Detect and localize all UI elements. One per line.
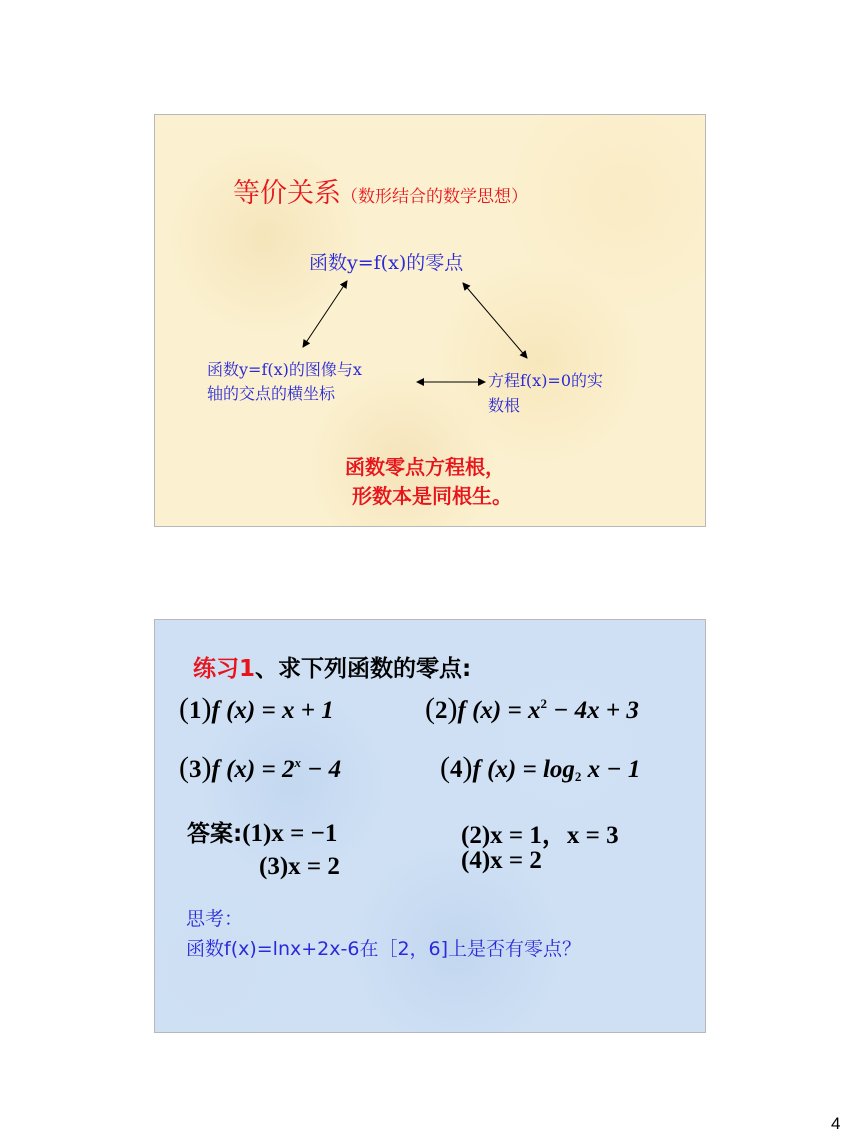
think-label: 思考： [186, 908, 244, 930]
problem-2-rhs: − 4x + 3 [546, 697, 639, 724]
think-block [186, 904, 581, 964]
slide-exercise [154, 619, 706, 1033]
problem-4-rhs: x − 1 [581, 756, 641, 783]
node-left-line2: 轴的交点的横坐标 [207, 384, 336, 403]
exercise-title [193, 650, 471, 683]
arrow-top-left [303, 281, 347, 347]
answer-1-text: (1)x = −1 [242, 820, 338, 847]
node-right-line1: 方程f(x)=0的实 [488, 371, 604, 390]
problem-1-num: 1 [189, 697, 202, 724]
problem-4-lhs: f (x) = log [472, 756, 575, 783]
think-question: 函数f(x)=lnx+2x-6在［2，6]上是否有零点？ [186, 938, 582, 960]
problem-4-sub: 2 [574, 769, 582, 784]
node-left-line1: 函数y=f(x)的图像与x [207, 360, 362, 379]
arrow-top-right [463, 283, 527, 358]
problem-2-lhs: f (x) = x [457, 697, 541, 724]
motto-line1: 函数零点方程根， [345, 455, 505, 479]
node-zero-point: 函数y=f(x)的零点 [309, 252, 464, 274]
motto-line2: 形数本是同根生。 [352, 484, 512, 508]
problem-1: (1)f (x) = x + 1 [179, 692, 334, 725]
problem-4: (4)f $(x) = \log_2 x - 1$ [440, 751, 641, 784]
problem-4-num: 4 [450, 756, 463, 783]
problem-2-num: 2 [435, 697, 448, 724]
slide1-subtitle: （数形结合的数学思想） [341, 187, 528, 207]
page-number: 4 [831, 1114, 841, 1133]
answer-1 [187, 815, 337, 848]
motto [345, 453, 512, 511]
slide1-title-main: 等价关系 [233, 178, 341, 209]
node-right-line2: 数根 [488, 396, 521, 415]
problem-3-num: 3 [189, 756, 202, 783]
problem-2: (2)f $(x) = x^2 - 4x + 3$ [425, 692, 639, 725]
problem-3-exp: x [294, 755, 301, 770]
answer-4: (4)x = 2 [461, 847, 542, 874]
answer-2: (2)x = 1，x = 3 [461, 822, 619, 849]
problem-3-lhs: f (x) = 2 [211, 756, 295, 783]
problem-3: (3)f $(x) = 2^x - 4$ [179, 751, 342, 784]
exercise-instruction: 、求下列函数的零点: [255, 656, 472, 682]
answer-label: 答案: [187, 821, 243, 847]
problem-1-expr: f (x) = x + 1 [211, 697, 334, 724]
answer-3: (3)x = 2 [259, 853, 340, 880]
problem-2-exp: 2 [540, 696, 547, 711]
exercise-label: 练习1 [193, 656, 256, 682]
slide-equivalence [154, 114, 706, 527]
problem-3-rhs: − 4 [300, 756, 342, 783]
